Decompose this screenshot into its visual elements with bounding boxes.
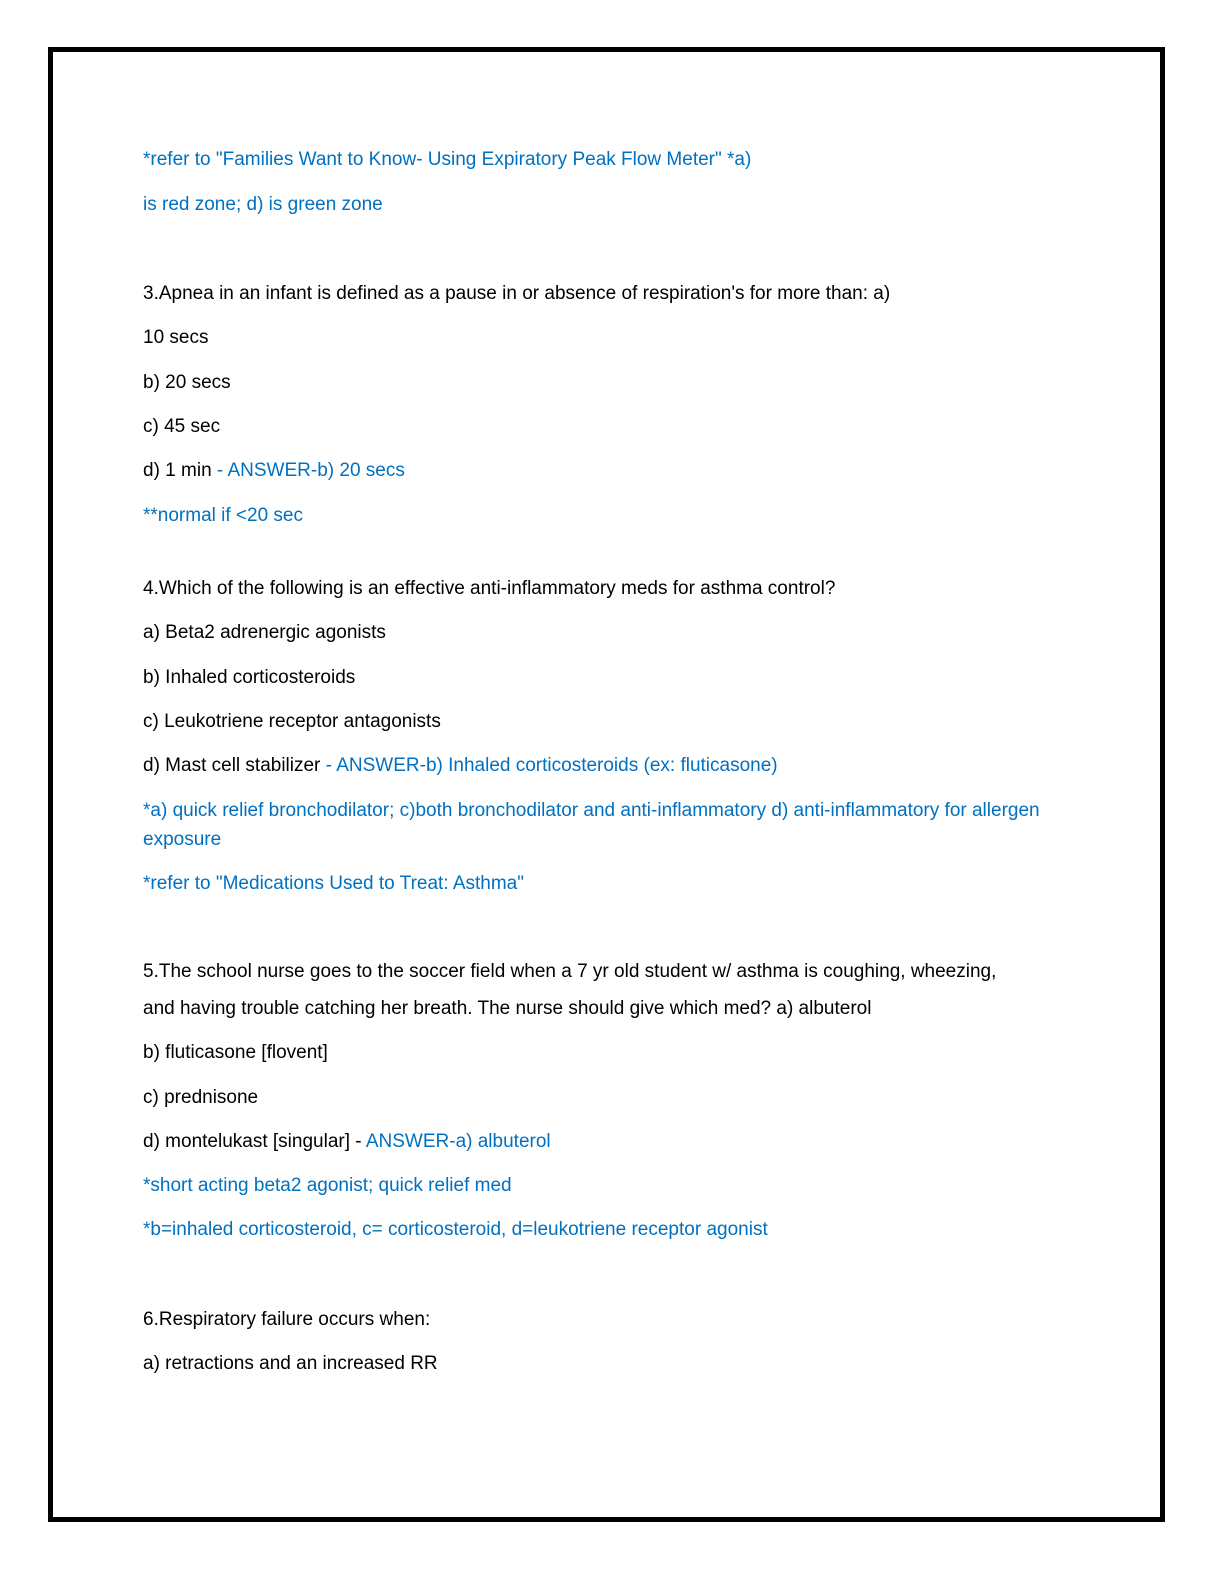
question-5-note-2: *b=inhaled corticosteroid, c= corticosteroid, d=leukotriene receptor agonist	[143, 1219, 768, 1240]
question-4-option-c: c) Leukotriene receptor antagonists	[143, 711, 441, 732]
question-6-option-a: a) retractions and an increased RR	[143, 1353, 438, 1374]
question-5-option-d-line	[143, 1129, 551, 1155]
question-4-note-1: *a) quick relief bronchodilator; c)both bronchodilator and anti-inflammatory d) anti-inflammatory for allergen exposure	[143, 800, 1040, 850]
question-4-answer: - ANSWER-b) Inhaled corticosteroids (ex: fluticasone)	[320, 755, 778, 776]
intro-line-2: is red zone; d) is green zone	[143, 194, 383, 215]
question-3-option-c: c) 45 sec	[143, 416, 221, 437]
question-5-note-1: *short acting beta2 agonist; quick relief med	[143, 1175, 512, 1196]
question-6-stem: 6.Respiratory failure occurs when:	[143, 1309, 431, 1330]
question-3-option-b: b) 20 secs	[143, 372, 231, 393]
page-border	[48, 47, 1165, 1522]
intro-line-1: *refer to "Families Want to Know- Using Expiratory Peak Flow Meter" *a)	[143, 149, 752, 170]
question-4-option-d-line	[143, 753, 778, 779]
question-3-answer: - ANSWER-b) 20 secs	[211, 460, 405, 481]
question-4-option-b: b) Inhaled corticosteroids	[143, 667, 356, 688]
question-4-stem: 4.Which of the following is an effective anti-inflammatory meds for asthma control?	[143, 578, 836, 599]
question-3-option-d-line	[143, 458, 405, 484]
question-5-option-d: d) montelukast [singular]	[143, 1131, 350, 1152]
question-5-option-b: b) fluticasone [flovent]	[143, 1042, 328, 1063]
question-5-answer: ANSWER-a) albuterol	[365, 1131, 551, 1152]
question-4-option-a: a) Beta2 adrenergic agonists	[143, 622, 386, 643]
question-5-stem-line-2: and having trouble catching her breath. The nurse should give which med? a) albuterol	[143, 998, 872, 1019]
question-3-option-a: 10 secs	[143, 327, 209, 348]
question-3-stem: 3.Apnea in an infant is defined as a pause in or absence of respiration's for more than: a)	[143, 283, 891, 304]
question-5-answer-separator: -	[350, 1131, 366, 1152]
question-3-note: **normal if <20 sec	[143, 505, 303, 526]
question-5-stem-line-1: 5.The school nurse goes to the soccer field when a 7 yr old student w/ asthma is coughing, wheezing,	[143, 961, 997, 982]
question-4-option-d: d) Mast cell stabilizer	[143, 755, 321, 776]
question-5-option-c: c) prednisone	[143, 1087, 259, 1108]
question-3-option-d: d) 1 min	[143, 460, 212, 481]
question-4-note-2: *refer to "Medications Used to Treat: Asthma"	[143, 873, 524, 894]
